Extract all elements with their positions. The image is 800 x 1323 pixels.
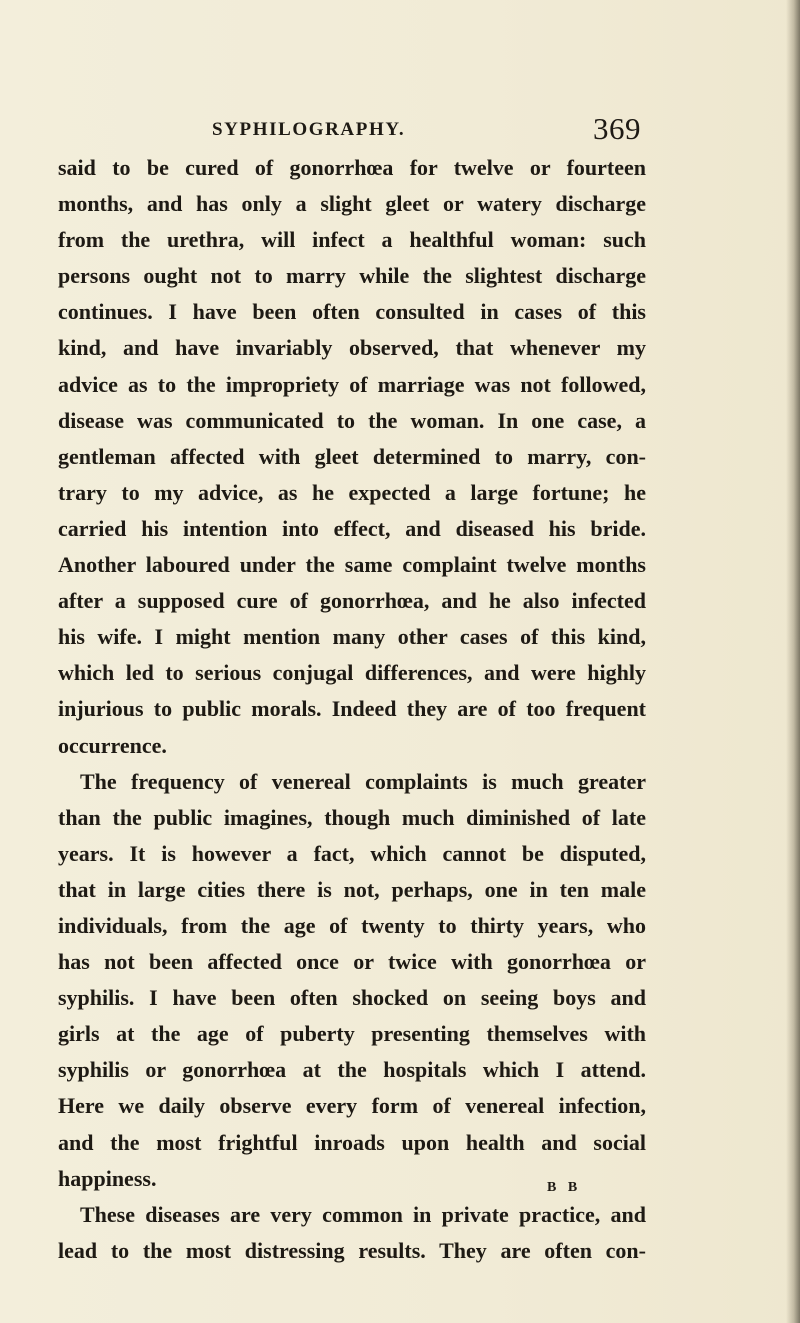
text-line: injurious to public morals. Indeed they are of too frequent — [58, 696, 646, 722]
text-line: that in large cities there is not, perhaps, one in ten male — [58, 876, 646, 902]
text-line: after a supposed cure of gonorrhœa, and he also infected — [58, 588, 646, 614]
text-line: Here we daily observe every form of venereal infection, — [58, 1093, 646, 1119]
text-line: Another laboured under the same complaint twelve months — [58, 552, 646, 578]
text-line: trary to my advice, as he expected a large fortune; he — [58, 479, 646, 505]
body-text — [58, 150, 646, 1269]
text-line: from the urethra, will infect a healthful woman: such — [58, 227, 646, 253]
text-line: years. It is however a fact, which cannot be disputed, — [58, 840, 646, 866]
text-line: disease was communicated to the woman. In one case, a — [58, 407, 646, 433]
text-line: advice as to the impropriety of marriage was not followed, — [58, 371, 646, 397]
page-number: 369 — [593, 111, 641, 146]
text-line: his wife. I might mention many other cases of this kind, — [58, 624, 646, 650]
text-line: carried his intention into effect, and diseased his bride. — [58, 515, 646, 541]
text-line: which led to serious conjugal differences, and were highly — [58, 660, 646, 686]
running-head — [212, 111, 732, 151]
page-edge-shadow — [786, 0, 800, 1323]
text-line: persons ought not to marry while the slightest discharge — [58, 263, 646, 289]
text-line: girls at the age of puberty presenting themselves with — [58, 1021, 646, 1047]
text-line: These diseases are very common in private practice, and — [80, 1201, 646, 1227]
text-line: continues. I have been often consulted in cases of this — [58, 299, 646, 325]
text-line: happiness. — [58, 1165, 157, 1191]
text-line: The frequency of venereal complaints is much greater — [80, 768, 646, 794]
text-line: individuals, from the age of twenty to thirty years, who — [58, 912, 646, 938]
text-line: occurrence. — [58, 732, 167, 758]
text-line: lead to the most distressing results. They are often con- — [58, 1237, 646, 1263]
text-line: said to be cured of gonorrhœa for twelve or fourteen — [58, 155, 646, 180]
signature-mark: B B — [547, 1180, 582, 1195]
text-line: has not been affected once or twice with gonorrhœa or — [58, 949, 646, 975]
text-line: gentleman affected with gleet determined to marry, con- — [58, 443, 646, 469]
running-title: SYPHILOGRAPHY. — [212, 119, 406, 140]
text-line: kind, and have invariably observed, that whenever my — [58, 335, 646, 361]
text-line: syphilis or gonorrhœa at the hospitals which I attend. — [58, 1057, 646, 1083]
text-line: months, and has only a slight gleet or watery discharge — [58, 191, 646, 217]
text-line: syphilis. I have been often shocked on seeing boys and — [58, 985, 646, 1011]
text-line: than the public imagines, though much diminished of late — [58, 804, 646, 830]
text-line: and the most frightful inroads upon health and social — [58, 1129, 646, 1155]
